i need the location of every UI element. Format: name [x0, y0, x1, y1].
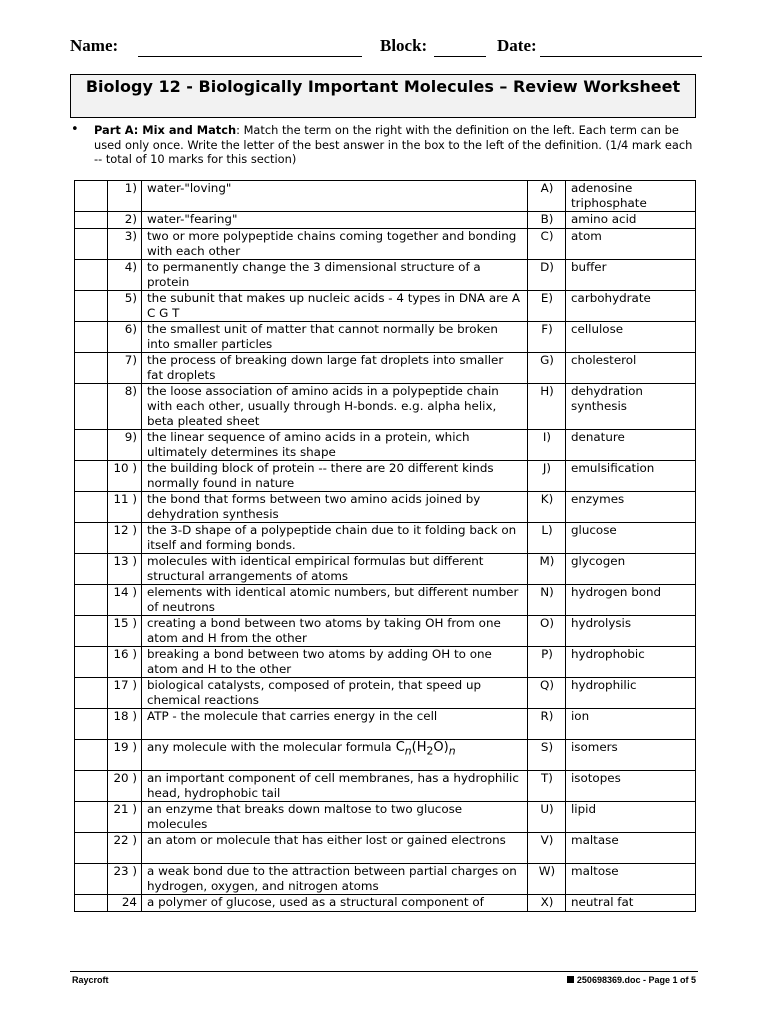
table-row: [75, 384, 696, 430]
definition-number: 7): [108, 353, 142, 384]
term-text: hydrophilic: [566, 678, 696, 709]
table-row: [75, 616, 696, 647]
term-text: maltase: [566, 833, 696, 864]
answer-box[interactable]: [75, 229, 108, 260]
term-letter: D): [528, 260, 566, 291]
term-text: buffer: [566, 260, 696, 291]
part-label: Part A: Mix and Match: [94, 123, 237, 137]
definition-number: 1): [108, 181, 142, 212]
block-blank[interactable]: [434, 56, 486, 57]
table-row: [75, 353, 696, 384]
term-text: hydrolysis: [566, 616, 696, 647]
answer-box[interactable]: [75, 430, 108, 461]
answer-box[interactable]: [75, 802, 108, 833]
definition-text: an important component of cell membranes, has a hydrophilic head, hydrophobic tail: [142, 771, 528, 802]
term-text: emulsification: [566, 461, 696, 492]
definition-number: 11 ): [108, 492, 142, 523]
table-row: [75, 461, 696, 492]
instructions: [94, 123, 698, 167]
block-label: Block:: [380, 36, 428, 55]
definition-number: 23 ): [108, 864, 142, 895]
term-letter: A): [528, 181, 566, 212]
table-row: [75, 771, 696, 802]
answer-box[interactable]: [75, 523, 108, 554]
footer-page-info: [567, 975, 696, 985]
instructions-text: : Match the term on the right with the definition on the left. Each term can be used only once. Write the letter of the best answer in the box to the left of the definition. (1/4 mark each -- total of 10 marks for this section): [94, 123, 693, 166]
definition-text: biological catalysts, composed of protein, that speed up chemical reactions: [142, 678, 528, 709]
term-letter: M): [528, 554, 566, 585]
answer-box[interactable]: [75, 260, 108, 291]
table-row: [75, 554, 696, 585]
definition-number: 2): [108, 212, 142, 229]
answer-box[interactable]: [75, 771, 108, 802]
table-row: [75, 740, 696, 771]
term-text: enzymes: [566, 492, 696, 523]
term-text: isomers: [566, 740, 696, 771]
term-letter: X): [528, 895, 566, 912]
definition-number: 13 ): [108, 554, 142, 585]
definition-text: the linear sequence of amino acids in a protein, which ultimately determines its shape: [142, 430, 528, 461]
answer-box[interactable]: [75, 322, 108, 353]
definition-text: the bond that forms between two amino acids joined by dehydration synthesis: [142, 492, 528, 523]
term-letter: S): [528, 740, 566, 771]
term-text: isotopes: [566, 771, 696, 802]
term-text: adenosine triphosphate: [566, 181, 696, 212]
term-text: ion: [566, 709, 696, 740]
header-line: [70, 36, 710, 60]
definition-number: 8): [108, 384, 142, 430]
table-row: [75, 523, 696, 554]
term-letter: R): [528, 709, 566, 740]
definition-number: 16 ): [108, 647, 142, 678]
definition-text: the 3-D shape of a polypeptide chain due to it folding back on itself and forming bonds.: [142, 523, 528, 554]
answer-box[interactable]: [75, 833, 108, 864]
table-row: [75, 895, 696, 912]
definition-number: 6): [108, 322, 142, 353]
term-letter: E): [528, 291, 566, 322]
table-row: [75, 833, 696, 864]
term-letter: G): [528, 353, 566, 384]
term-letter: C): [528, 229, 566, 260]
term-letter: J): [528, 461, 566, 492]
table-row: [75, 260, 696, 291]
answer-box[interactable]: [75, 384, 108, 430]
definition-text: ATP - the molecule that carries energy in the cell: [142, 709, 528, 740]
table-row: [75, 322, 696, 353]
term-letter: O): [528, 616, 566, 647]
definition-text: an atom or molecule that has either lost or gained electrons: [142, 833, 528, 864]
term-letter: T): [528, 771, 566, 802]
term-letter: H): [528, 384, 566, 430]
match-table: [74, 180, 696, 912]
definition-number: 20 ): [108, 771, 142, 802]
table-row: [75, 585, 696, 616]
definition-number: 15 ): [108, 616, 142, 647]
term-text: dehydration synthesis: [566, 384, 696, 430]
answer-box[interactable]: [75, 585, 108, 616]
definition-number: 14 ): [108, 585, 142, 616]
table-row: [75, 492, 696, 523]
term-letter: Q): [528, 678, 566, 709]
answer-box[interactable]: [75, 709, 108, 740]
term-text: glucose: [566, 523, 696, 554]
definition-number: 21 ): [108, 802, 142, 833]
term-letter: W): [528, 864, 566, 895]
term-letter: L): [528, 523, 566, 554]
term-text: maltose: [566, 864, 696, 895]
term-text: cellulose: [566, 322, 696, 353]
table-row: [75, 678, 696, 709]
table-row: [75, 802, 696, 833]
answer-box[interactable]: [75, 554, 108, 585]
definition-text: the loose association of amino acids in a polypeptide chain with each other, usually through H-bonds. e.g. alpha helix, beta pleated sheet: [142, 384, 528, 430]
definition-number: 17 ): [108, 678, 142, 709]
definition-number: 5): [108, 291, 142, 322]
term-text: neutral fat: [566, 895, 696, 912]
definition-text: water-"fearing": [142, 212, 528, 229]
answer-box[interactable]: [75, 864, 108, 895]
definition-number: 19 ): [108, 740, 142, 771]
answer-box[interactable]: [75, 212, 108, 229]
definition-text: molecules with identical empirical formulas but different structural arrangements of atoms: [142, 554, 528, 585]
definition-number: 10 ): [108, 461, 142, 492]
table-row: [75, 647, 696, 678]
chemical-formula: $C_n(H_2O)_n$: [391, 740, 456, 758]
date-blank[interactable]: [540, 56, 702, 57]
footer-author: Raycroft: [72, 975, 109, 985]
answer-box[interactable]: [75, 616, 108, 647]
definition-text: [142, 740, 528, 771]
answer-box[interactable]: [75, 353, 108, 384]
term-text: carbohydrate: [566, 291, 696, 322]
bullet-icon: •: [71, 122, 79, 137]
definition-text: breaking a bond between two atoms by adding OH to one atom and H to the other: [142, 647, 528, 678]
page-title: Biology 12 - Biologically Important Molecules – Review Worksheet: [70, 74, 696, 118]
table-row: [75, 709, 696, 740]
answer-box[interactable]: [75, 461, 108, 492]
definition-text: two or more polypeptide chains coming together and bonding with each other: [142, 229, 528, 260]
term-letter: B): [528, 212, 566, 229]
term-text: atom: [566, 229, 696, 260]
definition-text: an enzyme that breaks down maltose to two glucose molecules: [142, 802, 528, 833]
term-letter: V): [528, 833, 566, 864]
definition-text: elements with identical atomic numbers, but different number of neutrons: [142, 585, 528, 616]
term-letter: F): [528, 322, 566, 353]
definition-text: water-"loving": [142, 181, 528, 212]
definition-text: a polymer of glucose, used as a structural component of: [142, 895, 528, 912]
answer-box[interactable]: [75, 740, 108, 771]
term-text: amino acid: [566, 212, 696, 229]
definition-text: the subunit that makes up nucleic acids - 4 types in DNA are A C G T: [142, 291, 528, 322]
definition-text: the building block of protein -- there are 20 different kinds normally found in nature: [142, 461, 528, 492]
definition-text: the smallest unit of matter that cannot normally be broken into smaller particles: [142, 322, 528, 353]
table-row: [75, 181, 696, 212]
term-text: hydrogen bond: [566, 585, 696, 616]
table-row: [75, 229, 696, 260]
definition-number: 18 ): [108, 709, 142, 740]
name-label: Name:: [70, 36, 119, 55]
term-letter: K): [528, 492, 566, 523]
table-row: [75, 291, 696, 322]
date-label: Date:: [497, 36, 537, 55]
table-row: [75, 430, 696, 461]
definition-number: 22 ): [108, 833, 142, 864]
term-letter: P): [528, 647, 566, 678]
document-icon: [567, 976, 574, 983]
term-letter: N): [528, 585, 566, 616]
answer-box[interactable]: [75, 492, 108, 523]
definition-text: to permanently change the 3 dimensional structure of a protein: [142, 260, 528, 291]
footer-page-text: 250698369.doc - Page 1 of 5: [576, 975, 696, 985]
term-text: cholesterol: [566, 353, 696, 384]
answer-box[interactable]: [75, 678, 108, 709]
term-letter: U): [528, 802, 566, 833]
answer-box[interactable]: [75, 895, 108, 912]
term-letter: I): [528, 430, 566, 461]
term-text: hydrophobic: [566, 647, 696, 678]
name-blank[interactable]: [138, 56, 362, 57]
term-text: denature: [566, 430, 696, 461]
definition-text: the process of breaking down large fat droplets into smaller fat droplets: [142, 353, 528, 384]
footer-divider: [70, 971, 698, 972]
definition-text: any molecule with the molecular formula: [147, 740, 392, 754]
definition-text: creating a bond between two atoms by taking OH from one atom and H from the other: [142, 616, 528, 647]
term-text: lipid: [566, 802, 696, 833]
answer-box[interactable]: [75, 291, 108, 322]
answer-box[interactable]: [75, 181, 108, 212]
definition-number: 4): [108, 260, 142, 291]
answer-box[interactable]: [75, 647, 108, 678]
definition-text: a weak bond due to the attraction between partial charges on hydrogen, oxygen, and nitrogen atoms: [142, 864, 528, 895]
definition-number: 3): [108, 229, 142, 260]
definition-number: 24: [108, 895, 142, 912]
table-row: [75, 212, 696, 229]
definition-number: 9): [108, 430, 142, 461]
table-row: [75, 864, 696, 895]
term-text: glycogen: [566, 554, 696, 585]
definition-number: 12 ): [108, 523, 142, 554]
